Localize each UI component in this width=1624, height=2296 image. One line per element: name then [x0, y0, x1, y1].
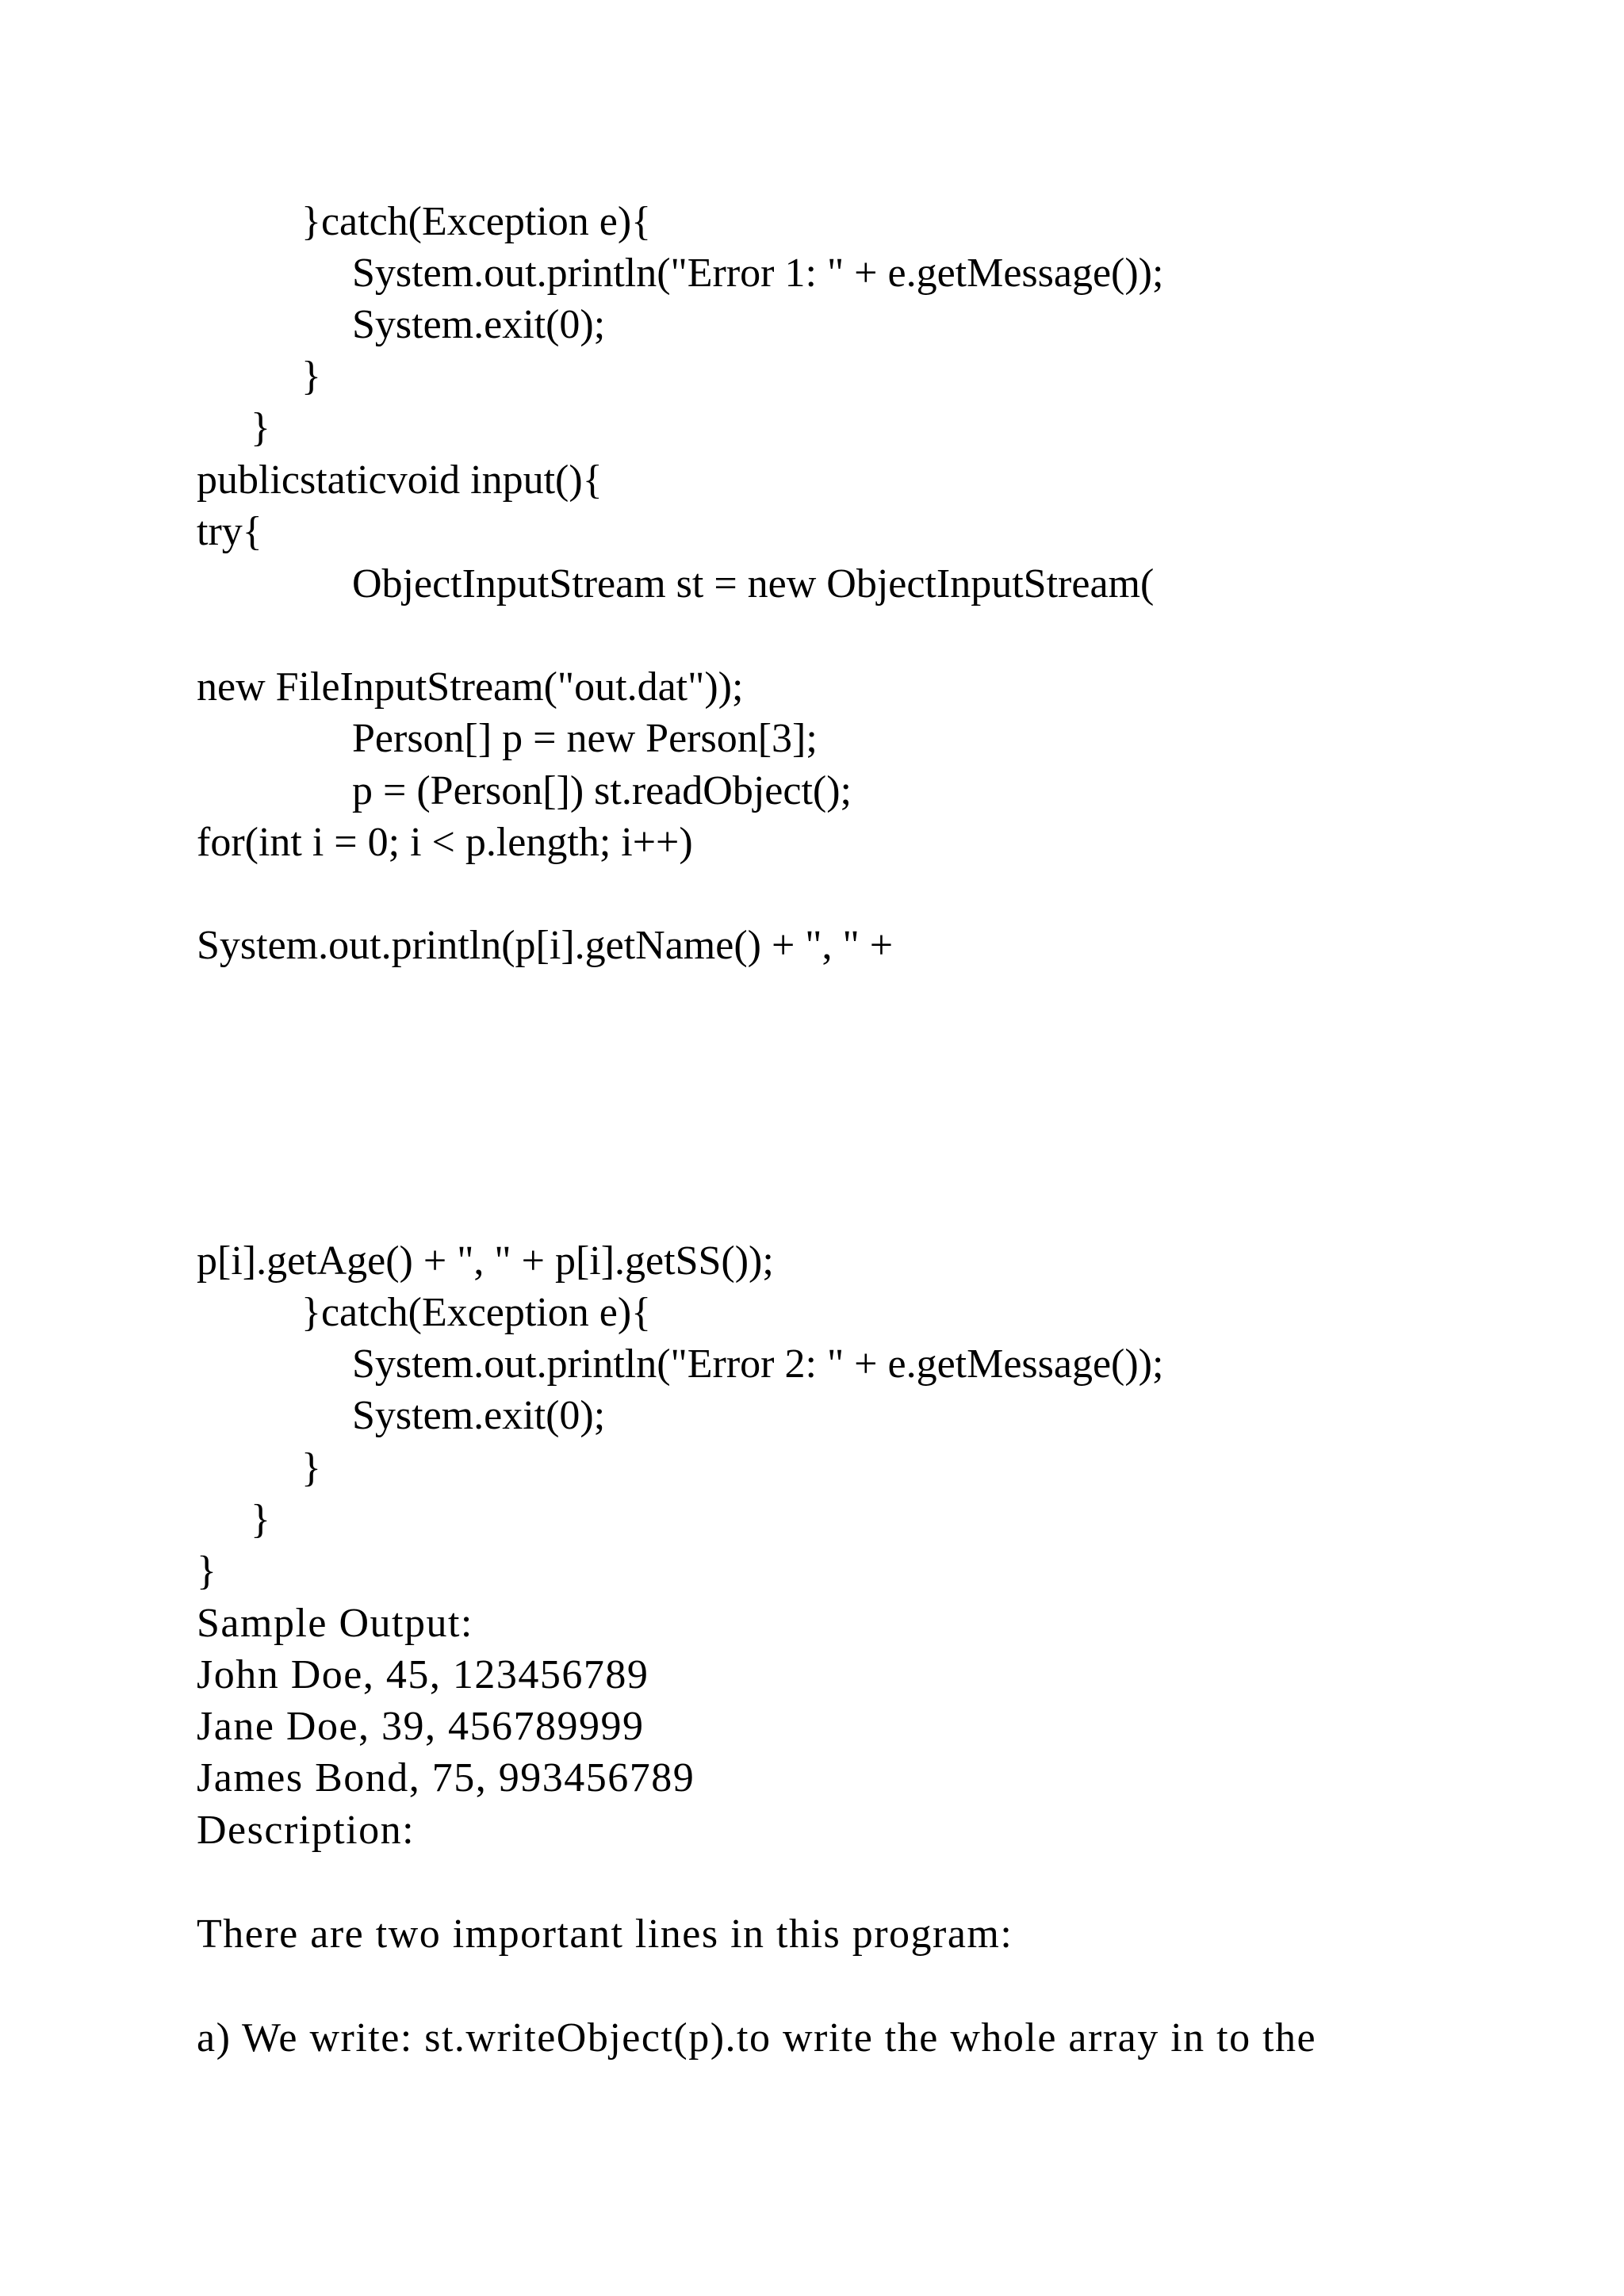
code-line: }: [251, 405, 270, 450]
description-paragraph: There are two important lines in this program:: [197, 1911, 1013, 1957]
code-line: }: [197, 1548, 216, 1594]
code-line: }catch(Exception e){: [301, 1290, 652, 1335]
code-line: ObjectInputStream st = new ObjectInputStream(: [352, 561, 1155, 607]
code-line: System.out.println(p[i].getName() + ", " +: [197, 923, 894, 968]
code-line: }catch(Exception e){: [301, 199, 652, 244]
code-line: }: [251, 1497, 270, 1542]
code-line: try{: [197, 509, 262, 554]
sample-output-heading: Sample Output:: [197, 1601, 473, 1646]
code-line: Person[] p = new Person[3];: [352, 716, 818, 761]
code-line: new FileInputStream("out.dat"));: [197, 664, 744, 710]
code-line: System.exit(0);: [352, 302, 606, 347]
description-heading: Description:: [197, 1808, 416, 1853]
sample-output-line: John Doe, 45, 123456789: [197, 1652, 649, 1697]
code-line: p = (Person[]) st.readObject();: [352, 768, 852, 813]
code-line: }: [301, 1445, 321, 1490]
code-line: }: [301, 354, 321, 399]
code-line: System.out.println("Error 2: " + e.getMessage());: [352, 1341, 1164, 1387]
sample-output-line: James Bond, 75, 993456789: [197, 1755, 695, 1800]
sample-output-line: Jane Doe, 39, 456789999: [197, 1704, 645, 1749]
code-line: System.out.println("Error 1: " + e.getMessage());: [352, 251, 1164, 296]
code-line: publicstaticvoid input(){: [197, 457, 603, 503]
code-line: System.exit(0);: [352, 1393, 606, 1438]
code-line: for(int i = 0; i < p.length; i++): [197, 820, 693, 865]
description-item: a) We write: st.writeObject(p).to write the whole array in to the: [197, 2015, 1317, 2061]
code-line: p[i].getAge() + ", " + p[i].getSS());: [197, 1238, 774, 1284]
